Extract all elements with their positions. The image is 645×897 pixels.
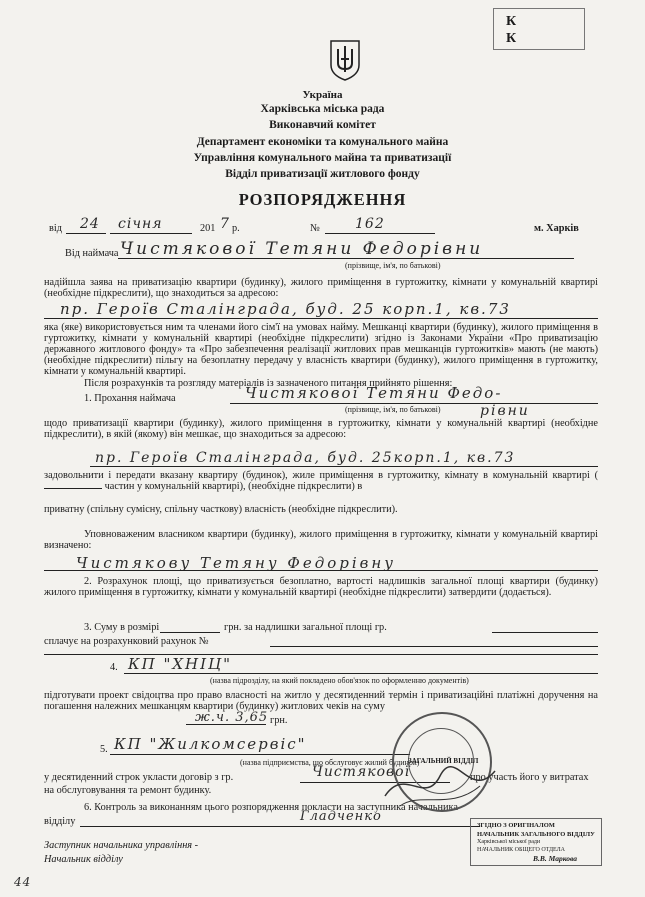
- item4-amount: ж.ч. 3,65: [195, 710, 269, 725]
- item1-name-line2: рівни: [480, 403, 530, 419]
- city: м. Харків: [534, 223, 579, 234]
- item1-label: 1. Прохання наймача: [84, 393, 176, 404]
- signature-scribble: [380, 756, 500, 816]
- cert-line-1: ЗГІДНО З ОРИГІНАЛОМ: [477, 822, 555, 829]
- paragraph-application: надійшла заява на приватизацію квартири (будинку), жилого приміщення в гуртожитку, кімнати у комунальній квартирі (необхідне підкреслити), що знаходиться за адресою:: [44, 277, 598, 299]
- item6-text: 6. Контроль за виконанням цього розпорядження покласти на заступника начальника: [84, 802, 458, 813]
- item5-text: у десятиденний строк укласти договір з гр.: [44, 772, 234, 783]
- header-directorate: Управління комунального майна та приватизації: [193, 152, 452, 164]
- document-title: РОЗПОРЯДЖЕННЯ: [238, 190, 407, 209]
- number-sign: №: [310, 223, 320, 234]
- cert-name: В.В. Маркова: [533, 854, 578, 863]
- date-day: 24: [80, 216, 100, 232]
- header-department: Департамент економіки та комунального майна: [196, 136, 449, 148]
- item1-text3: приватну (спільну сумісну, спільну часткову) власність (необхідне підкреслити).: [44, 504, 398, 515]
- date-month: січня: [118, 216, 163, 232]
- item1-text2: [44, 470, 598, 492]
- cert-line-2: НАЧАЛЬНИК ЗАГАЛЬНОГО ВІДДІЛУ: [477, 831, 595, 838]
- item3-text: 3. Суму в розмірі: [84, 622, 160, 633]
- item5-num: 5.: [100, 744, 108, 755]
- applicant-label: Від наймача: [65, 248, 119, 259]
- paragraph-tenancy: яка (яке) використовується ним та членами його сім'ї на умовах найму. Мешканці квартири (будинку), жилого приміщення в гуртожитку, кімнати у комунальній квартирі (необхідне підкреслити) згідно із Законами України «Про приватизацію державного житлового фонду» та «Про забезпечення реалізації житлових прав мешканців гуртожитків» мають (не мають) (необхідне підкреслити) пільгу на безоплатну передачу у власність квартири (будинку), жилого приміщення в гуртожитку, кімнати у комунальній квартирі.: [44, 322, 598, 377]
- applicant-name: Чистякової Тетяни Федорівни: [120, 239, 484, 259]
- owner-text: Уповноваженим власником квартири (будинку), жилого приміщення в гуртожитку, кімнати у комунальній квартирі визначено:: [44, 529, 598, 551]
- cert-line-4: НАЧАЛЬНИК ОБЩЕГО ОТДЕЛА: [477, 847, 566, 853]
- trident-coat-of-arms-icon: [328, 39, 362, 81]
- item4-text: підготувати проект свідоцтва про право власності на житло у десятиденний термін і приватизаційні платіжні доручення на погашення належних мешканцям квартири (будинку) житлових чеків на суму: [44, 690, 598, 712]
- item4-currency: грн.: [270, 715, 288, 726]
- header-council: Харківська міська рада: [260, 103, 385, 115]
- item4-caption: (назва підрозділу, на який покладено обов'язок по оформленню документів): [210, 676, 469, 685]
- item1-text2-part1: задовольнити і передати вказану квартиру (будинок), жиле приміщення в гуртожитку, кімнату в комунальній квартирі (: [44, 470, 598, 481]
- item1-caption: (прізвище, ім'я, по батькові): [345, 405, 441, 414]
- header-country: Україна: [302, 89, 343, 101]
- paragraph-decision: Після розрахунків та розгляду матеріалів із зазначеного питання прийнято рішення:: [84, 378, 453, 389]
- item5-name: Чистякової: [312, 764, 411, 780]
- item1-text: щодо приватизації квартири (будинку), жилого приміщення в гуртожитку, кімнати у комунальній квартирі (необхідне підкреслити), в якій (якому) він мешкає, що знаходиться за адресою:: [44, 418, 598, 440]
- corner-stamp-letter-1: К: [506, 14, 517, 29]
- page-mark: 44: [14, 875, 32, 889]
- item6-name: Гладченко: [300, 809, 382, 824]
- round-seal-text: ЗАГАЛЬНИЙ ВІДДІЛ: [408, 757, 479, 765]
- property-address: пр. Героїв Сталінграда, буд. 25 корп.1, кв.73: [60, 300, 511, 318]
- item2-text: 2. Розрахунок площі, що приватизується безоплатно, вартості надлишків загальної площі квартири (будинку) жилого приміщення в гуртожитку, кімнати у комунальній квартирі (необхідне підкреслити) затвердити (додається).: [44, 576, 598, 598]
- signature-title-2: Начальник відділу: [44, 854, 123, 865]
- corner-stamp-letter-2: К: [506, 31, 517, 46]
- item1-text2-part2: частин у комунальній квартирі), (необхідне підкреслити) в: [104, 481, 363, 492]
- item5-text-b: про участь його у витратах: [470, 772, 589, 783]
- header-division: Відділ приватизації житлового фонду: [225, 168, 420, 180]
- order-number: 162: [355, 216, 385, 232]
- item3-text2: сплачує на розрахунковий рахунок №: [44, 636, 209, 647]
- date-year-unit: р.: [232, 223, 240, 234]
- item4-org: КП "ХНІЦ": [128, 655, 233, 673]
- owner-name: Чистякову Тетяну Федорівну: [76, 554, 396, 572]
- item6-text2: відділу: [44, 816, 76, 827]
- item1-address: пр. Героїв Сталінграда, буд. 25корп.1, кв.73: [95, 450, 516, 466]
- corner-stamp: [493, 8, 585, 50]
- header-committee: Виконавчий комітет: [269, 119, 376, 131]
- item5-caption: (назва підприємства, що обслуговує жилий будинок): [240, 758, 420, 767]
- applicant-caption: (прізвище, ім'я, по батькові): [345, 261, 441, 270]
- item4-num: 4.: [110, 662, 118, 673]
- certification-stamp: [470, 818, 602, 866]
- item5-text2: на обслуговування та ремонт будинку.: [44, 785, 212, 796]
- date-year-suffix: 7: [220, 216, 230, 232]
- date-prefix: від: [49, 223, 62, 234]
- item3-text-b: грн. за надлишки загальної площі гр.: [224, 622, 387, 633]
- item5-org: КП "Жилкомсервіс": [114, 735, 307, 753]
- cert-line-3: Харківської міської ради: [477, 839, 541, 845]
- item1-name-line1: Чистякової Тетяни Федо-: [245, 384, 503, 402]
- date-year-prefix: 201: [200, 223, 216, 234]
- signature-title-1: Заступник начальника управління -: [44, 840, 199, 851]
